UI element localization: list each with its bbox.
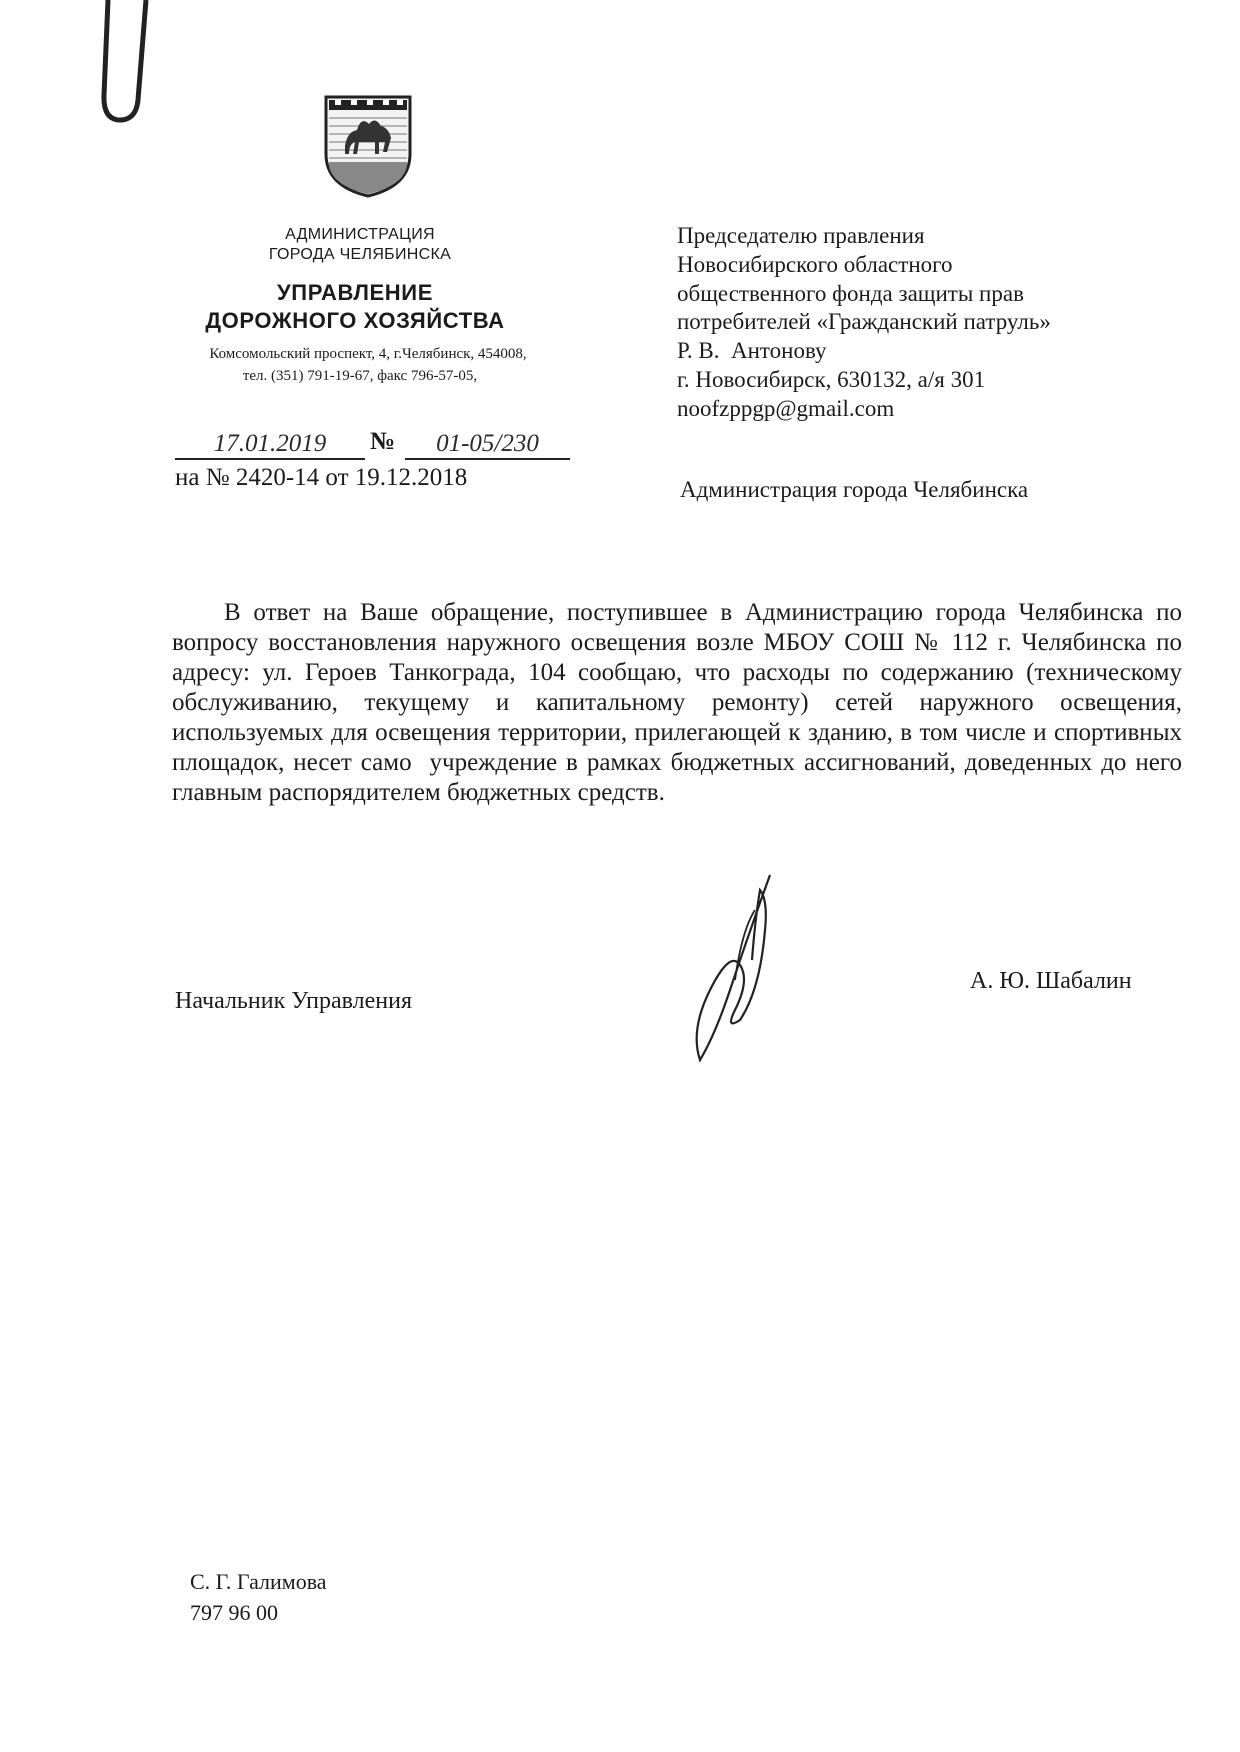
reply-to-reference: на № 2420-14 от 19.12.2018 [175, 464, 468, 491]
handwritten-signature [680, 870, 800, 1070]
signatory-position: Начальник Управления [175, 988, 412, 1014]
recipient-line: Новосибирского областного [677, 251, 953, 277]
received-stamp: Администрация города Челябинска [680, 477, 1029, 502]
department-address: Комсомольский проспект, 4, г.Челябинск, 454008, [209, 346, 527, 362]
admin-title-line1: АДМИНИСТРАЦИЯ [285, 226, 435, 243]
outgoing-date: 17.01.2019 [175, 430, 365, 460]
recipient-line: общественного фонда защиты прав [677, 280, 1024, 306]
signatory-name: А. Ю. Шабалин [970, 968, 1132, 994]
recipient-address: г. Новосибирск, 630132, а/я 301 [677, 366, 986, 392]
recipient-line: потребителей «Гражданский патруль» [677, 309, 1051, 335]
executor-name: С. Г. Галимова [190, 1569, 327, 1594]
recipient-block [677, 222, 1051, 423]
executor-block [190, 1567, 327, 1629]
department-title-line2: ДОРОЖНОГО ХОЗЯЙСТВА [205, 308, 505, 333]
body-paragraph: В ответ на Ваше обращение, поступившее в Администрацию города Челябинска по вопросу восстановления наружного освещения возле МБОУ СОШ № 112 г. Челябинска по адресу: ул. Героев Танкограда, 104 сообщаю, что расходы по содержанию (техническому обслуживанию, текущему и капитальному ремонту) сетей наружного освещения, используемых для освещения территории, прилегающей к зданию, в том числе и спортивных площадок, несет само учреждение в рамках бюджетных ассигнований, доведенных до него главным распорядителем бюджетных средств. [172, 599, 1189, 806]
outgoing-number: 01-05/230 [405, 430, 570, 460]
number-sign: № [370, 428, 396, 455]
recipient-line: Председателю правления [677, 223, 925, 248]
letter-body [172, 598, 1189, 808]
department-phones: тел. (351) 791-19-67, факс 796-57-05, [242, 368, 478, 384]
recipient-email: noofzppgp@gmail.com [677, 395, 895, 421]
recipient-name: Р. В. Антонову [677, 338, 827, 363]
paper-clip-icon [88, 0, 158, 135]
coat-of-arms-emblem [323, 94, 413, 199]
department-title-line1: УПРАВЛЕНИЕ [277, 280, 433, 305]
admin-title-line2: ГОРОДА ЧЕЛЯБИНСКА [268, 246, 452, 263]
executor-phone: 797 96 00 [190, 1599, 278, 1625]
